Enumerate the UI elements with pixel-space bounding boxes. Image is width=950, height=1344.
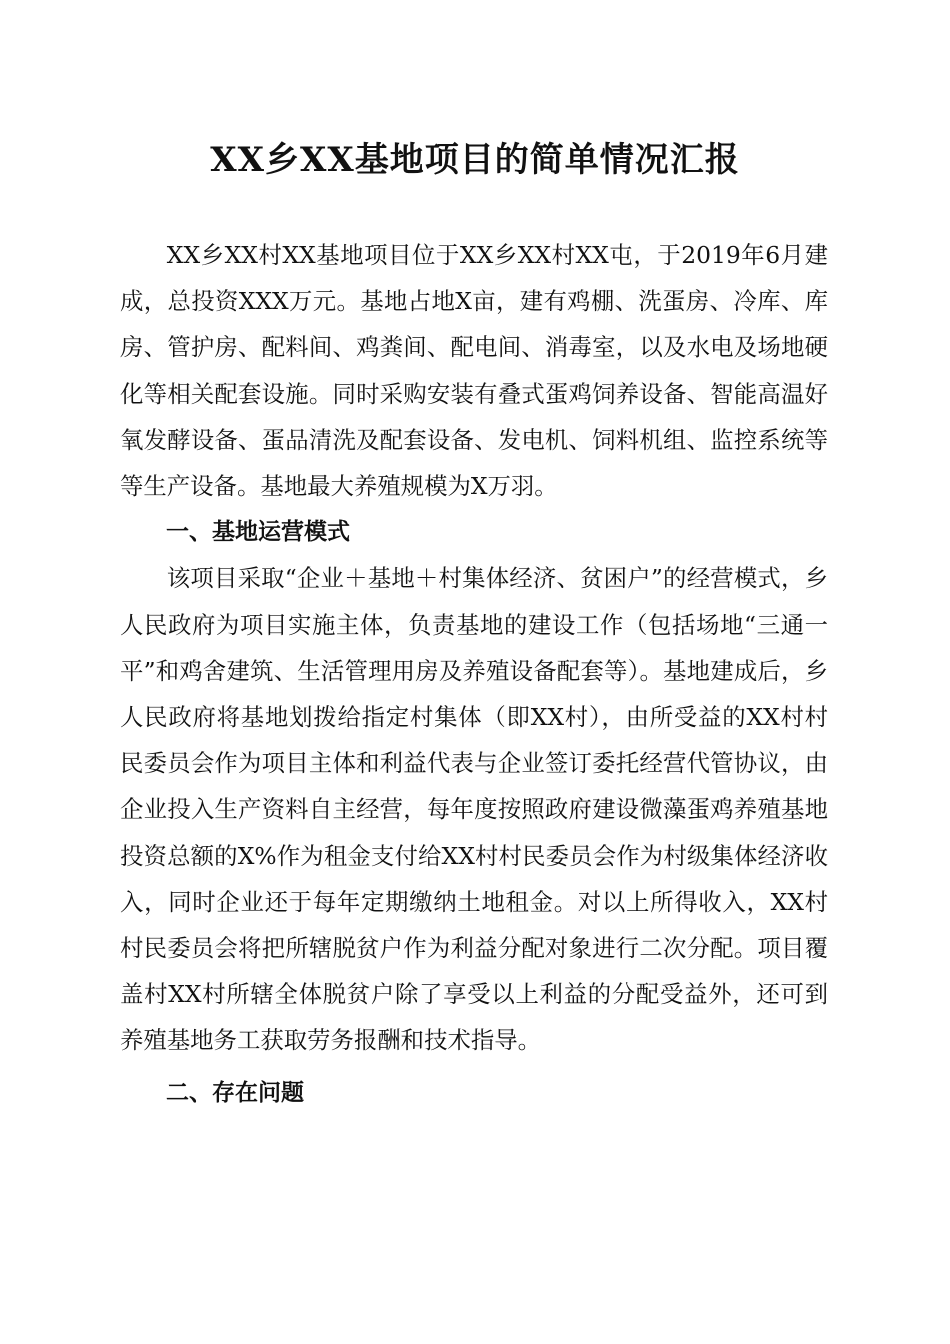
section-heading-operation-model: 一、基地运营模式 bbox=[166, 519, 350, 546]
section-heading-problems: 二、存在问题 bbox=[166, 1079, 304, 1106]
intro-paragraph: XX乡XX村XX基地项目位于XX乡XX村XX屯，于2019年6月建成，总投资XXX万元。基地占地X亩，建有鸡棚、洗蛋房、冷库、库房、管护房、配料间、鸡粪间、配电间、消毒室，以及水电及场地硬化等相关配套设施。同时采购安装有叠式蛋鸡饲养设备、智能高温好氧发酵设备、蛋品清洗及配套设备、发电机、饲料机组、监控系统等等生产设备。基地最大养殖规模为X万羽。 bbox=[120, 241, 828, 501]
document-body bbox=[120, 232, 828, 1116]
document-title: XX乡XX基地项目的简单情况汇报 bbox=[210, 140, 740, 180]
operation-model-paragraph: 该项目采取“企业＋基地＋村集体经济、贫困户”的经营模式，乡人民政府为项目实施主体，负责基地的建设工作（包括场地“三通一平”和鸡舍建筑、生活管理用房及养殖设备配套等）。基地建成后，乡人民政府将基地划拨给指定村集体（即XX村），由所受益的XX村村民委员会作为项目主体和利益代表与企业签订委托经营代管协议，由企业投入生产资料自主经营，每年度按照政府建设微藻蛋鸡养殖基地投资总额的X%作为租金支付给XX村村民委员会作为村级集体经济收入，同时企业还于每年定期缴纳土地租金。对以上所得收入，XX村村民委员会将把所辖脱贫户作为利益分配对象进行二次分配。项目覆盖村XX村所辖全体脱贫户除了享受以上利益的分配受益外，还可到养殖基地务工获取劳务报酬和技术指导。 bbox=[120, 564, 828, 1055]
